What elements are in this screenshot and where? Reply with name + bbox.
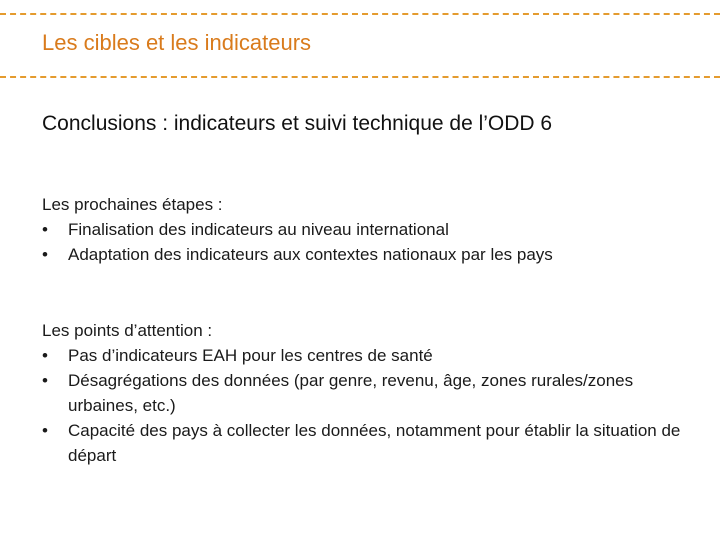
list-item (42, 368, 692, 418)
next-steps-heading: Les prochaines étapes : (42, 195, 223, 214)
next-steps-section (42, 192, 692, 267)
header-title: Les cibles et les indicateurs (42, 30, 312, 55)
list-item-text: Adaptation des indicateurs aux contextes nationaux par les pays (68, 245, 553, 264)
list-item (42, 242, 692, 267)
attention-points-heading: Les points d’attention : (42, 321, 213, 340)
top-dashed-rule (0, 13, 720, 15)
bullet-icon: • (42, 421, 48, 440)
list-item (42, 217, 692, 242)
attention-points-section (42, 318, 692, 468)
bullet-icon: • (42, 371, 48, 390)
bullet-icon: • (42, 245, 48, 264)
bullet-icon: • (42, 346, 48, 365)
list-item (42, 343, 692, 368)
attention-points-list (42, 343, 692, 468)
bullet-icon: • (42, 220, 48, 239)
bottom-dashed-rule (0, 76, 720, 78)
list-item-text: Capacité des pays à collecter les données, notamment pour établir la situation de départ (68, 421, 681, 465)
list-item (42, 418, 692, 468)
next-steps-list (42, 217, 692, 267)
slide-subtitle: Conclusions : indicateurs et suivi technique de l’ODD 6 (42, 112, 553, 135)
list-item-text: Pas d’indicateurs EAH pour les centres de santé (68, 346, 433, 365)
list-item-text: Désagrégations des données (par genre, revenu, âge, zones rurales/zones urbaines, etc.) (68, 371, 634, 415)
list-item-text: Finalisation des indicateurs au niveau international (68, 220, 449, 239)
